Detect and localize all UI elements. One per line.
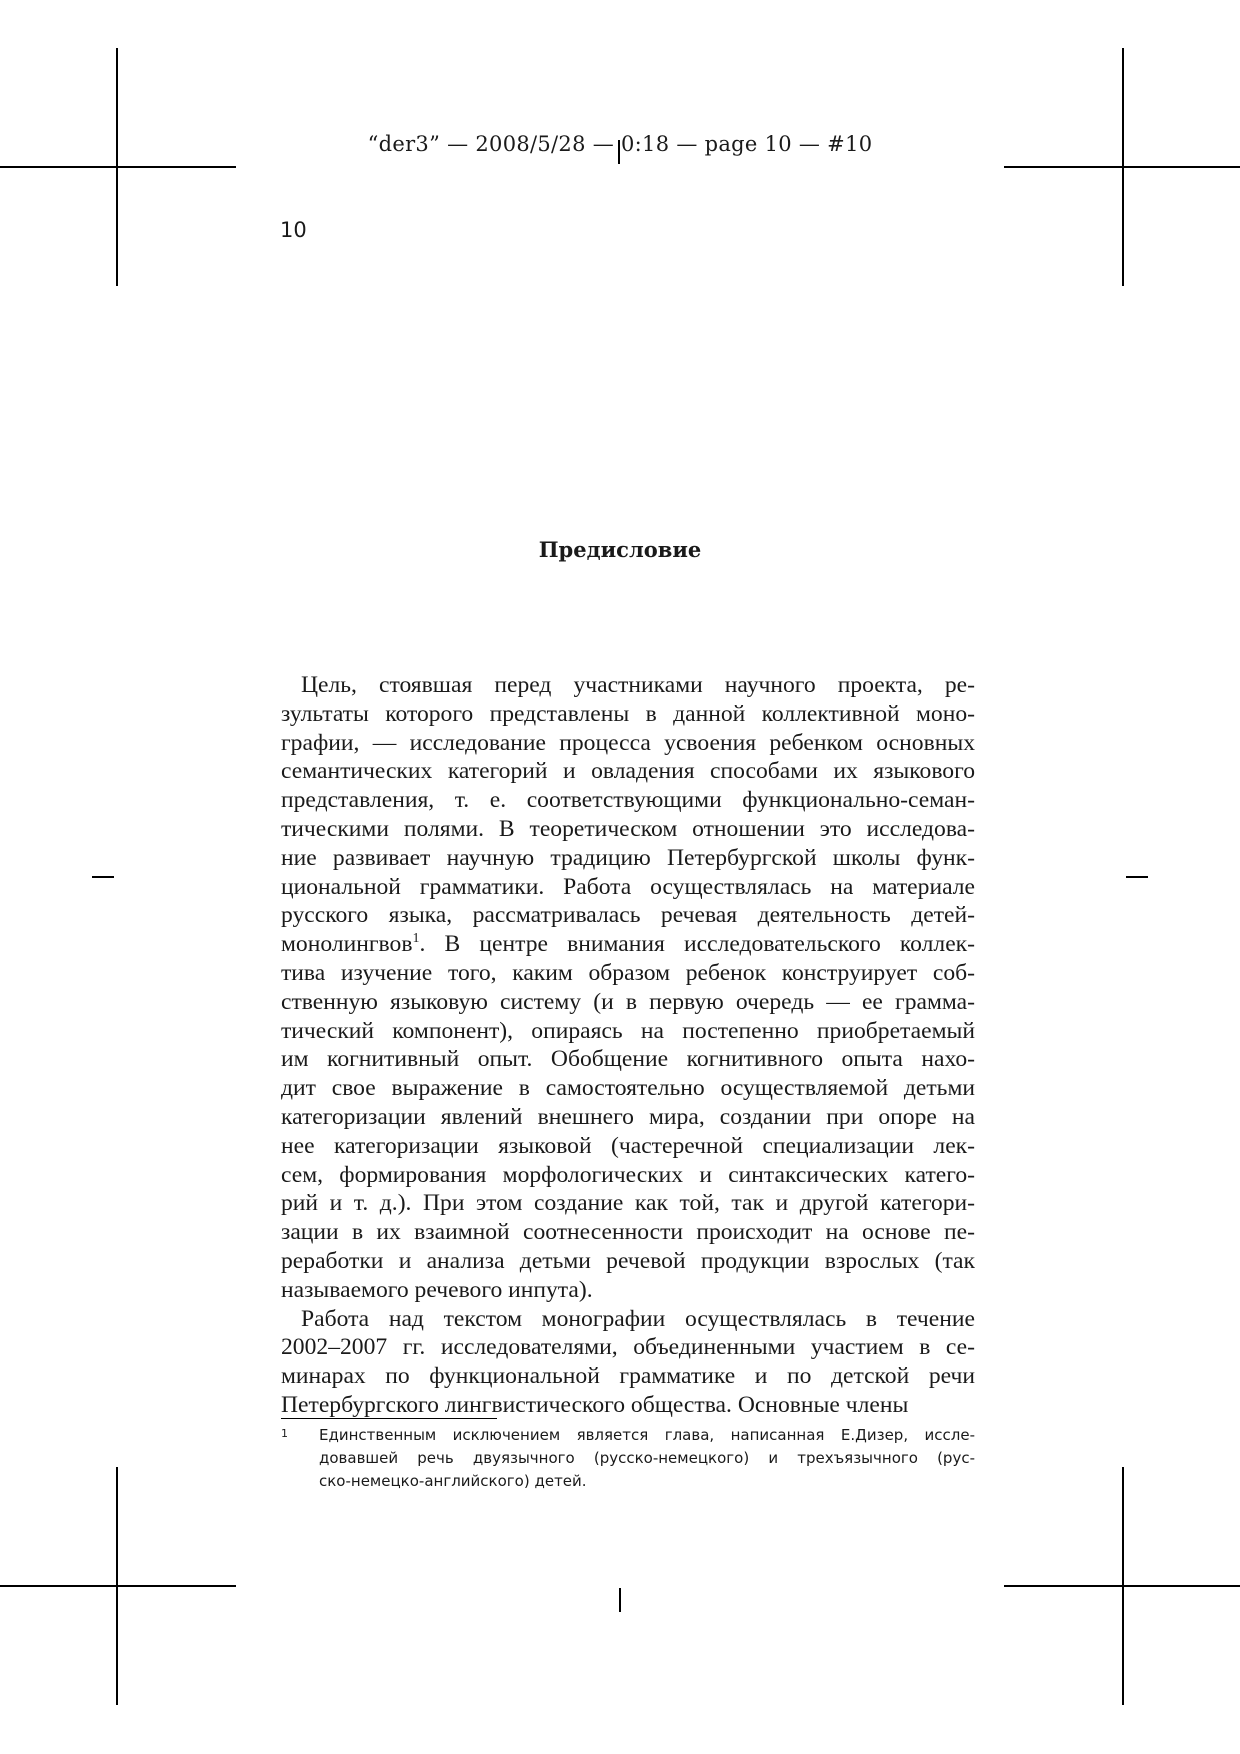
main-text: [281, 671, 975, 1420]
footnote-text: [319, 1424, 975, 1493]
text-line: тива изучение того, каким образом ребенок конструирует соб-: [281, 959, 975, 986]
text-line: представления, т. е. соответствующими функционально-семан-: [281, 787, 975, 814]
page-number: 10: [280, 218, 307, 242]
paragraph: [281, 671, 975, 1305]
text-line: русского языка, рассматривалась речевая деятельность детей-: [281, 902, 975, 929]
crop-mark: [1004, 1585, 1240, 1587]
crop-mark: [1004, 166, 1240, 168]
text-line: им когнитивный опыт. Обобщение когнитивного опыта нахо-: [281, 1046, 975, 1073]
text-line: ственную языковую систему (и в первую очередь — ее грамма-: [281, 988, 975, 1015]
center-mark-bottom: [619, 1588, 621, 1612]
text-line: циональной грамматики. Работа осуществлялась на материале: [281, 873, 975, 900]
text-line: тическими полями. В теоретическом отношении это исследова-: [281, 815, 975, 842]
text-line: сем, формирования морфологических и синтаксических катего-: [281, 1161, 975, 1188]
text-line: зации в их взаимной соотнесенности происходит на основе пе-: [281, 1219, 975, 1246]
text-line: реработки и анализа детьми речевой продукции взрослых (так: [281, 1247, 975, 1274]
text-line: графии, — исследование процесса усвоения ребенком основных: [281, 729, 975, 756]
text-line: рий и т. д.). При этом создание как той, так и другой категори-: [281, 1190, 975, 1217]
crop-mark: [0, 1585, 236, 1587]
text-line: тический компонент), опираясь на постепенно приобретаемый: [281, 1017, 975, 1044]
footnote-ref[interactable]: 1: [412, 931, 420, 947]
footnote-mark: 1: [281, 1427, 288, 1440]
crop-mark: [0, 166, 236, 168]
footnote-line: довавшей речь двуязычного (русско-немецкого) и трехъязычного (рус-: [319, 1449, 975, 1467]
text-line: 2002–2007 гг. исследователями, объединенными участием в се-: [281, 1334, 975, 1361]
footnote: [281, 1424, 975, 1493]
text-run: . В центре внимания исследовательского коллек-: [419, 931, 975, 958]
text-line: минарах по функциональной грамматике и по детской речи: [281, 1363, 975, 1390]
text-line: Петербургского лингвистического общества. Основные члены: [281, 1391, 909, 1418]
text-line: ние развивает научную традицию Петербургской школы функ-: [281, 844, 975, 871]
footnote-line: ско-немецко-английского) детей.: [319, 1472, 587, 1490]
text-line: семантических категорий и овладения способами их языкового: [281, 758, 975, 785]
footnote-line: Единственным исключением является глава, написанная Е.Дизер, иссле-: [319, 1426, 975, 1444]
text-line: категоризации явлений внешнего мира, создании при опоре на: [281, 1103, 975, 1130]
text-line: Цель, стоявшая перед участниками научного проекта, ре-: [301, 672, 975, 698]
section-title: Предисловие: [538, 537, 702, 562]
text-line: [281, 930, 975, 959]
text-line: нее категоризации языковой (частеречной специализации лек-: [281, 1132, 975, 1159]
text-line: называемого речевого инпута).: [281, 1276, 593, 1303]
text-run: монолингвов: [281, 931, 413, 958]
running-head: “der3” — 2008/5/28 — 0:18 — page 10 — #10: [367, 132, 873, 156]
text-line: дит свое выражение в самостоятельно осуществляемой детьми: [281, 1075, 975, 1102]
center-mark-right: [1126, 876, 1148, 878]
footnote-rule: [281, 1418, 497, 1419]
text-line: Работа над текстом монографии осуществлялась в течение: [301, 1305, 975, 1332]
text-line: зультаты которого представлены в данной коллективной моно-: [281, 700, 975, 727]
paragraph: [281, 1305, 975, 1420]
center-mark-left: [92, 876, 114, 878]
